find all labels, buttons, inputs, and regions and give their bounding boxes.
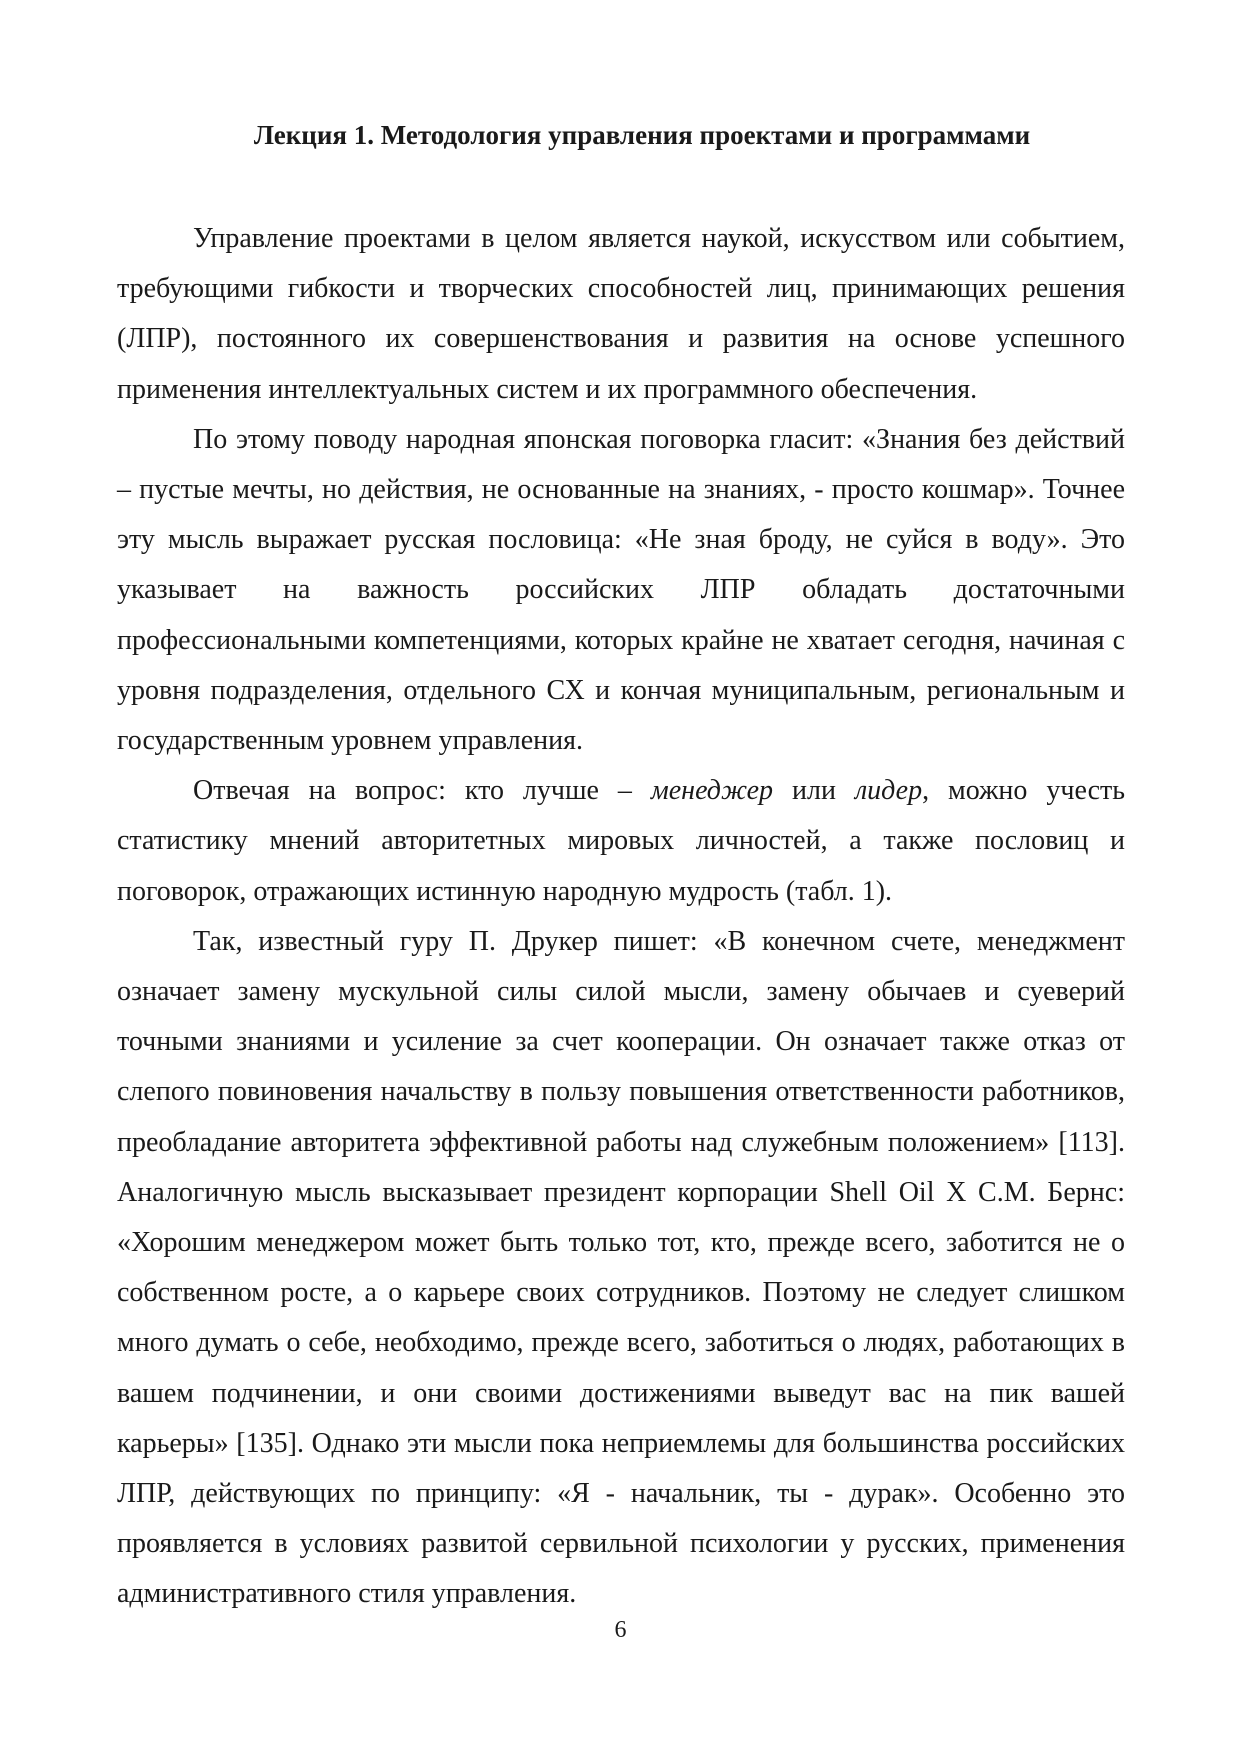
paragraph-3-text-start: Отвечая на вопрос: кто лучше – [193,775,651,807]
page-number: 6 [614,1617,627,1643]
italic-term-manager: менеджер [650,775,774,807]
page-title: Лекция 1. Методология управления проектами и программами [253,120,1031,150]
paragraph-3-text-end: , можно учесть статистику мнений авторитетных мировых личностей, а также пословиц и поговорок, отражающих истинную народную мудрость (табл. 1). [117,775,1126,907]
italic-term-leader: лидер [854,775,923,807]
paragraph-4: Так, известный гуру П. Друкер пишет: «В конечном счете, менеджмент означает замену мускульной силы силой мысли, замену обычаев и суеверий точными знаниями и усиление за счет кооперации. Он означает также отказ от слепого повиновения начальству в пользу повышения ответственности работников, преобладание авторитета эффективной работы над служебным положением» [113]. Аналогичную мысль высказывает президент корпорации Shell Oil Х С.М. Бернс: «Хорошим менеджером может быть только тот, кто, прежде всего, заботится не о собственном росте, а о карьере своих сотрудников. Поэтому не следует слишком много думать о себе, необходимо, прежде всего, заботиться о людях, работающих в вашем подчинении, и они своими достижениями выведут вас на пик вашей карьеры» [135]. Однако эти мысли пока неприемлемы для большинства российских ЛПР, действующих по принципу: «Я - начальник, ты - дурак». Особенно это проявляется в условиях развитой сервильной психологии у русских, применения административного стиля управления. [117,925,1125,1610]
body-text [117,214,1125,1620]
paragraph-2: По этому поводу народная японская поговорка гласит: «Знания без действий – пустые мечты, но действия, не основанные на знаниях, - просто кошмар». Точнее эту мысль выражает русская пословица: «Не зная броду, не суйся в воду». Это указывает на важность российских ЛПР обладать достаточными профессиональными компетенциями, которых крайне не хватает сегодня, начиная с уровня подразделения, отдельного СХ и кончая муниципальным, региональным и государственным уровнем управления. [117,423,1125,757]
paragraph-1: Управление проектами в целом является наукой, искусством или событием, требующими гибкости и творческих способностей лиц, принимающих решения (ЛПР), постоянного их совершенствования и развития на основе успешного применения интеллектуальных систем и их программного обеспечения. [117,223,1125,405]
paragraph-3 [117,766,1125,917]
paragraph-3-text-or: или [773,775,855,807]
